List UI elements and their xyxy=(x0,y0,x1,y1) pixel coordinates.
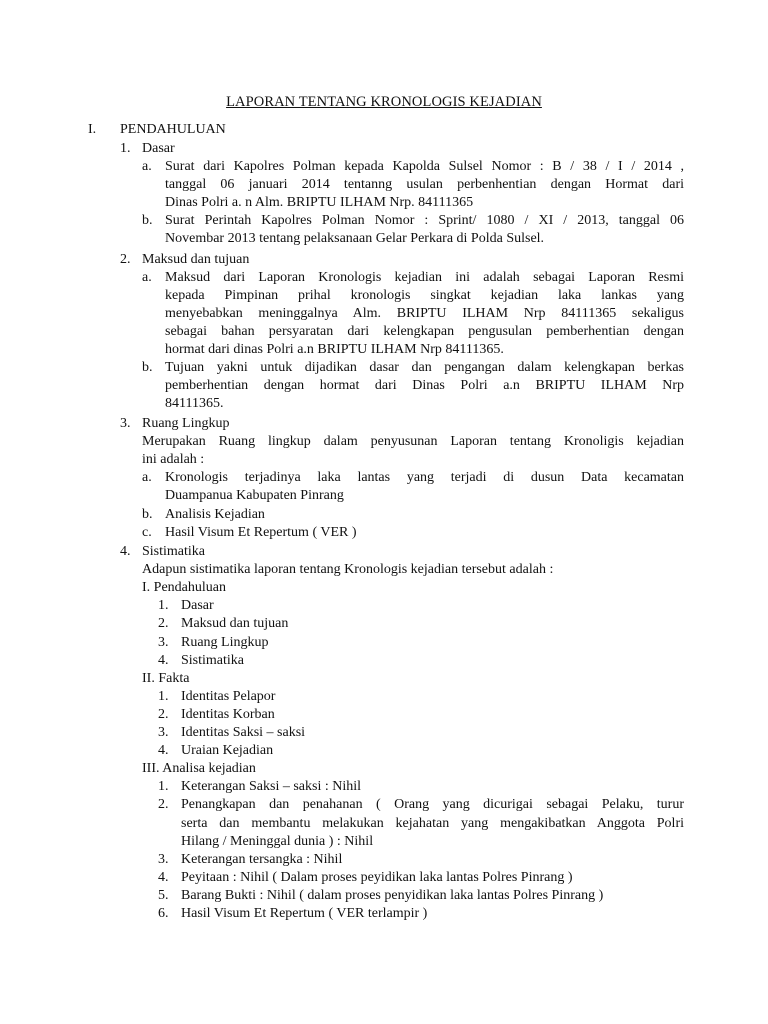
item-number: 4. xyxy=(120,544,131,559)
outline-item-text: Identitas Saksi – saksi xyxy=(181,725,306,740)
analysis-item-line: Peyitaan : Nihil ( Dalam proses peyidikan laka lantas Polres Pinrang ) xyxy=(181,869,573,885)
outline-item-number: 1. xyxy=(158,688,169,704)
outline-heading: III. Analisa kejadian xyxy=(142,761,256,777)
dasar-a-line: Surat dari Kapolres Polman kepada Kapolda Sulsel Nomor : B / 38 / I / 2014 , xyxy=(165,158,684,174)
outline-item-text: Dasar xyxy=(181,598,214,614)
outline-item-number: 3. xyxy=(158,725,169,740)
analysis-item-marker: 3. xyxy=(158,851,169,867)
ruang-intro-line: Merupakan Ruang lingkup dalam penyusunan Laporan tentang Kronoligis kejadian xyxy=(142,434,684,450)
dasar-a-marker: a. xyxy=(142,158,152,174)
dasar-b-marker: b. xyxy=(142,212,153,228)
analysis-item-line: Keterangan Saksi – saksi : Nihil xyxy=(181,779,362,795)
outline-item-number: 2. xyxy=(158,706,169,722)
analysis-item-line: Hasil Visum Et Repertum ( VER terlampir ) xyxy=(181,906,428,921)
outline-item-number: 4. xyxy=(158,652,169,668)
dasar-b-line: Novembar 2013 tentang pelaksanaan Gelar Perkara di Polda Sulsel. xyxy=(165,231,545,246)
ruang-c-marker: c. xyxy=(142,524,152,540)
analysis-item-marker: 5. xyxy=(158,887,169,903)
analysis-item-line: Penangkapan dan penahanan ( Orang yang dicurigai sebagai Pelaku, turur xyxy=(181,797,684,813)
outline-item-number: 1. xyxy=(158,598,169,614)
outline-item-text: Identitas Korban xyxy=(181,706,275,722)
outline-item-text: Ruang Lingkup xyxy=(181,634,269,650)
outline-heading: II. Fakta xyxy=(142,670,190,686)
analysis-item-marker: 2. xyxy=(158,797,169,813)
analysis-item-marker: 4. xyxy=(158,869,169,885)
document-title: LAPORAN TENTANG KRONOLOGIS KEJADIAN xyxy=(226,94,542,110)
maksud-b-line: Tujuan yakni untuk dijadikan dasar dan pengangan dalam kelengkapan berkas xyxy=(165,360,684,376)
maksud-b-line: pemberhentian dengan hormat dari Dinas Polri a.n BRIPTU ILHAM Nrp xyxy=(165,378,684,394)
item-number: 1. xyxy=(120,140,131,156)
ruang-b-text: Analisis Kejadian xyxy=(165,506,265,522)
maksud-b-line: 84111365. xyxy=(165,396,224,412)
outline-item-text: Uraian Kejadian xyxy=(181,743,274,759)
item-number: 2. xyxy=(120,251,131,267)
ruang-a-marker: a. xyxy=(142,470,152,486)
ruang-a-line: Duampanua Kabupaten Pinrang xyxy=(165,488,344,504)
ruang-a-line: Kronologis terjadinya laka lantas yang terjadi di dusun Data kecamatan xyxy=(165,470,684,486)
maksud-a-line: sebagai bahan persyaratan dari kelengkapan pengusulan pemberhentian dengan xyxy=(165,323,684,339)
item-heading: Ruang Lingkup xyxy=(142,416,230,431)
dasar-b-line: Surat Perintah Kapolres Polman Nomor : Sprint/ 1080 / XI / 2013, tanggal 06 xyxy=(165,212,684,228)
analysis-item-marker: 6. xyxy=(158,906,169,921)
sistematika-intro: Adapun sistimatika laporan tentang Kronologis kejadian tersebut adalah : xyxy=(142,562,554,578)
outline-item-text: Identitas Pelapor xyxy=(181,688,276,704)
outline-item-number: 2. xyxy=(158,616,169,632)
maksud-a-line: Maksud dari Laporan Kronologis kejadian ini adalah sebagai Laporan Resmi xyxy=(165,269,684,285)
dasar-a-line: Dinas Polri a. n Alm. BRIPTU ILHAM Nrp. 84111365 xyxy=(165,194,474,210)
outline-heading: I. Pendahuluan xyxy=(142,580,226,596)
maksud-b-marker: b. xyxy=(142,360,153,376)
item-heading: Dasar xyxy=(142,140,175,156)
maksud-a-line: kepada Pimpinan prihal kronologis singkat kejadian laka lankas yang xyxy=(165,287,684,303)
outline-item-text: Maksud dan tujuan xyxy=(181,616,289,632)
analysis-item-marker: 1. xyxy=(158,779,169,795)
outline-item-number: 3. xyxy=(158,634,169,650)
section-heading: PENDAHULUAN xyxy=(120,122,226,137)
analysis-item-line: Barang Bukti : Nihil ( dalam proses penyidikan laka lantas Polres Pinrang ) xyxy=(181,887,604,903)
item-heading: Sistimatika xyxy=(142,544,205,559)
dasar-a-line: tanggal 06 januari 2014 tentanng usulan perbenhentian dengan Hormat dari xyxy=(165,176,684,192)
analysis-item-line: Keterangan tersangka : Nihil xyxy=(181,851,343,867)
ruang-b-marker: b. xyxy=(142,506,153,522)
maksud-a-line: menyebabkan meninggalnya Alm. BRIPTU ILHAM Nrp 84111365 sekaligus xyxy=(165,305,684,321)
item-heading: Maksud dan tujuan xyxy=(142,251,250,267)
maksud-a-marker: a. xyxy=(142,269,152,285)
analysis-item-line: serta dan membantu melakukan kejahatan yang mengakibatkan Anggota Polri xyxy=(181,815,684,831)
outline-item-number: 4. xyxy=(158,743,169,759)
ruang-intro-line: ini adalah : xyxy=(142,452,205,468)
ruang-c-text: Hasil Visum Et Repertum ( VER ) xyxy=(165,524,357,540)
outline-item-text: Sistimatika xyxy=(181,652,244,668)
maksud-a-line: hormat dari dinas Polri a.n BRIPTU ILHAM Nrp 84111365. xyxy=(165,342,504,357)
item-number: 3. xyxy=(120,416,131,431)
analysis-item-line: Hilang / Meninggal dunia ) : Nihil xyxy=(181,833,374,849)
section-number: I. xyxy=(88,122,97,137)
